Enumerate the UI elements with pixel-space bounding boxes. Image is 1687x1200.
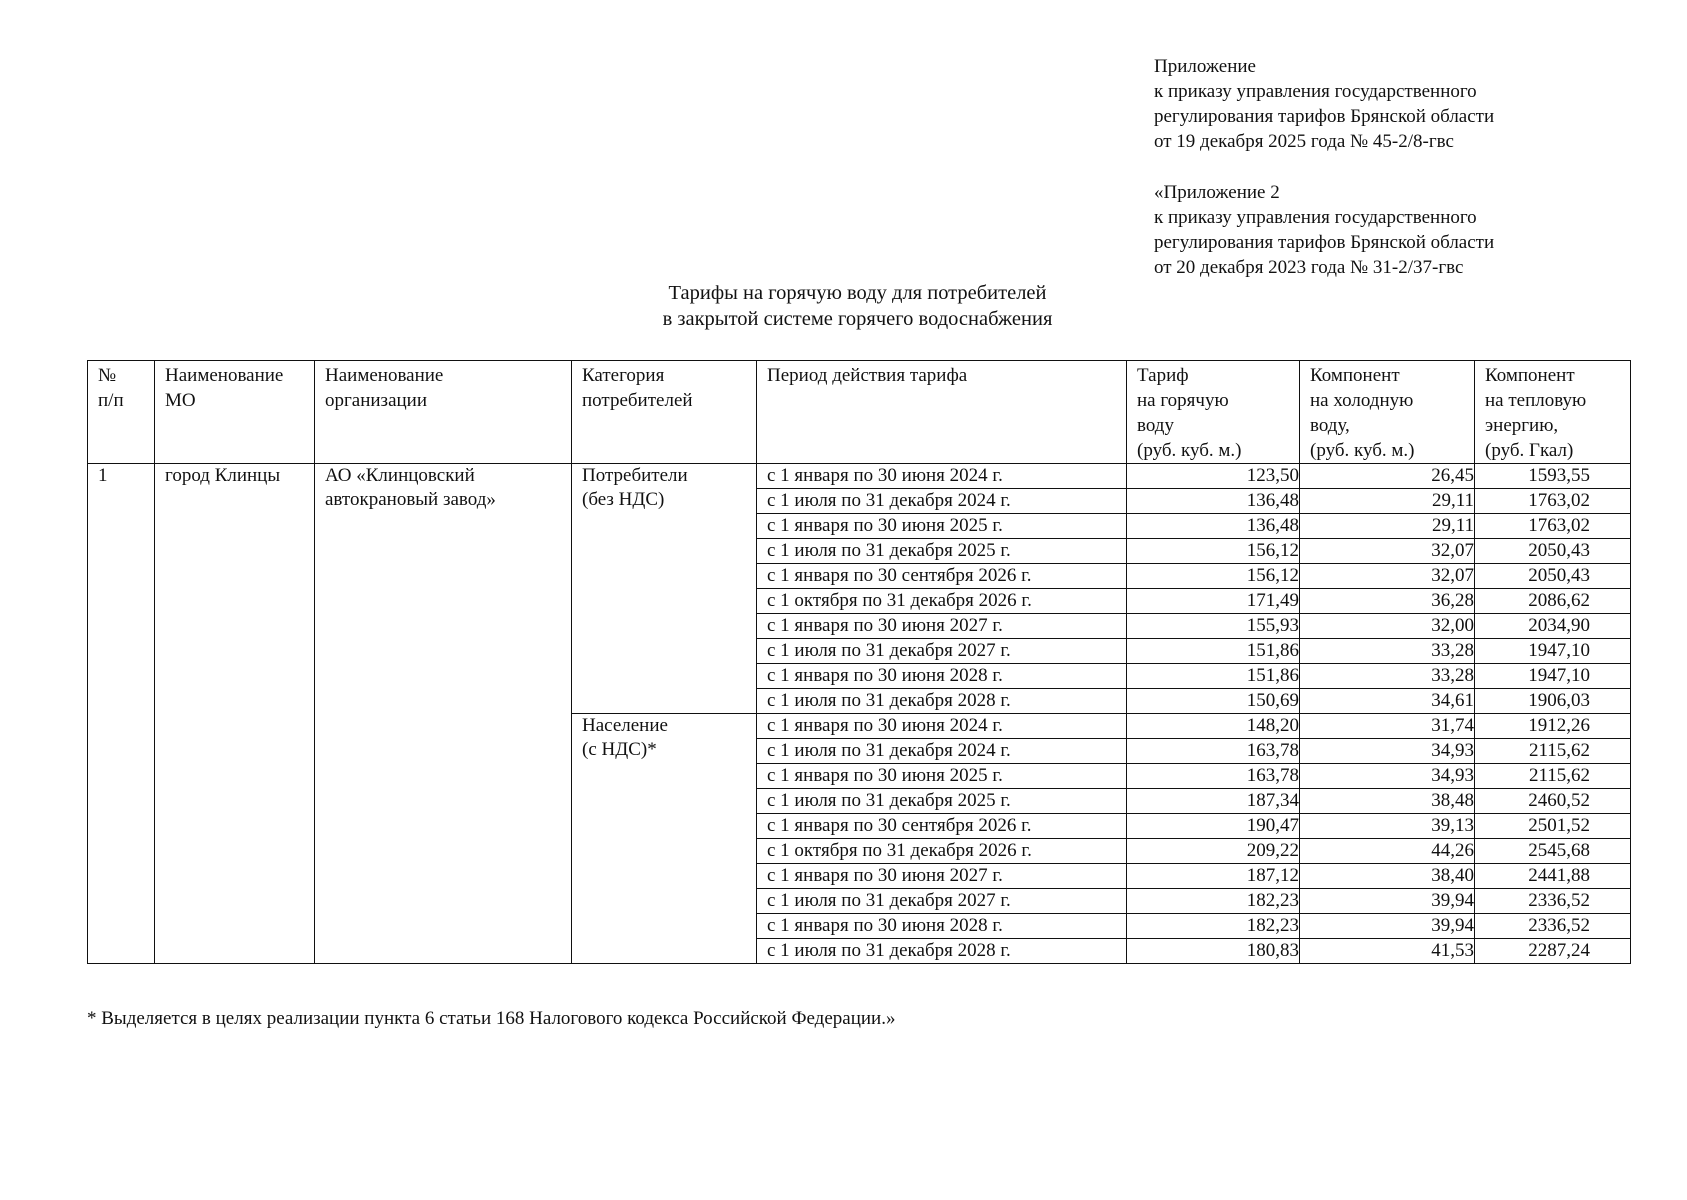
tariff-cell: 150,69 [1127, 689, 1300, 714]
header-line: (руб. куб. м.) [1137, 440, 1242, 461]
appendix-header [1154, 54, 1494, 154]
organization-line: автокрановый завод» [325, 489, 496, 510]
header-category [572, 361, 757, 464]
header-line: МО [165, 390, 196, 411]
footnote: * Выделяется в целях реализации пункта 6 статьи 168 Налогового кодекса Российской Федерации.» [87, 1008, 896, 1029]
header-line: организации [325, 390, 428, 411]
cold-component-cell: 38,40 [1300, 864, 1475, 889]
period-cell: с 1 июля по 31 декабря 2028 г. [757, 689, 1127, 714]
period-cell: с 1 июля по 31 декабря 2025 г. [757, 789, 1127, 814]
heat-component-cell: 1763,02 [1475, 514, 1631, 539]
tariff-cell: 155,93 [1127, 614, 1300, 639]
period-cell: с 1 июля по 31 декабря 2025 г. [757, 539, 1127, 564]
category-line: (без НДС) [582, 489, 665, 510]
category-line: (с НДС)* [582, 739, 657, 760]
period-cell: с 1 января по 30 июня 2024 г. [757, 714, 1127, 739]
appendix2-header-line: от 20 декабря 2023 года № 31-2/37-гвс [1154, 257, 1464, 278]
organization-cell [315, 464, 572, 964]
tariff-cell: 190,47 [1127, 814, 1300, 839]
tariff-cell: 151,86 [1127, 639, 1300, 664]
document-title [0, 280, 1687, 332]
heat-component-cell: 1947,10 [1475, 664, 1631, 689]
heat-component-cell: 2115,62 [1475, 739, 1631, 764]
header-line: Компонент [1310, 365, 1400, 386]
tariff-cell: 123,50 [1127, 464, 1300, 489]
period-cell: с 1 июля по 31 декабря 2027 г. [757, 889, 1127, 914]
row-number-cell: 1 [88, 464, 155, 964]
heat-component-cell: 2034,90 [1475, 614, 1631, 639]
period-cell: с 1 января по 30 июня 2028 г. [757, 914, 1127, 939]
heat-component-cell: 2050,43 [1475, 564, 1631, 589]
cold-component-cell: 34,61 [1300, 689, 1475, 714]
header-num [88, 361, 155, 464]
category-cell [572, 714, 757, 964]
tariff-cell: 171,49 [1127, 589, 1300, 614]
header-line: (руб. куб. м.) [1310, 440, 1415, 461]
header-line: Наименование [325, 365, 444, 386]
category-line: Потребители [582, 465, 688, 486]
header-line: Период действия тарифа [767, 365, 968, 386]
tariff-cell: 182,23 [1127, 889, 1300, 914]
appendix-header-line: к приказу управления государственного [1154, 81, 1477, 102]
cold-component-cell: 39,13 [1300, 814, 1475, 839]
title-line-1: Тарифы на горячую воду для потребителей [668, 282, 1047, 304]
header-mo [155, 361, 315, 464]
period-cell: с 1 июля по 31 декабря 2028 г. [757, 939, 1127, 964]
cold-component-cell: 31,74 [1300, 714, 1475, 739]
heat-component-cell: 1947,10 [1475, 639, 1631, 664]
table-row [88, 464, 1631, 489]
period-cell: с 1 января по 30 сентября 2026 г. [757, 814, 1127, 839]
category-line: Население [582, 715, 668, 736]
tariff-cell: 187,12 [1127, 864, 1300, 889]
heat-component-cell: 2460,52 [1475, 789, 1631, 814]
header-cold-component [1300, 361, 1475, 464]
tariff-cell: 163,78 [1127, 739, 1300, 764]
organization-line: АО «Клинцовский [325, 465, 475, 486]
period-cell: с 1 июля по 31 декабря 2027 г. [757, 639, 1127, 664]
header-line: № [98, 365, 117, 386]
header-line: Тариф [1137, 365, 1189, 386]
heat-component-cell: 1763,02 [1475, 489, 1631, 514]
tariff-cell: 187,34 [1127, 789, 1300, 814]
header-period [757, 361, 1127, 464]
cold-component-cell: 34,93 [1300, 764, 1475, 789]
cold-component-cell: 38,48 [1300, 789, 1475, 814]
cold-component-cell: 39,94 [1300, 914, 1475, 939]
appendix2-header [1154, 180, 1494, 280]
heat-component-cell: 2050,43 [1475, 539, 1631, 564]
heat-component-cell: 1912,26 [1475, 714, 1631, 739]
tariff-cell: 156,12 [1127, 564, 1300, 589]
heat-component-cell: 2441,88 [1475, 864, 1631, 889]
mo-cell: город Клинцы [155, 464, 315, 964]
cold-component-cell: 26,45 [1300, 464, 1475, 489]
period-cell: с 1 января по 30 сентября 2026 г. [757, 564, 1127, 589]
appendix-header-line: регулирования тарифов Брянской области [1154, 106, 1495, 127]
tariff-cell: 180,83 [1127, 939, 1300, 964]
cold-component-cell: 32,07 [1300, 564, 1475, 589]
header-line: на холодную [1310, 390, 1414, 411]
appendix2-header-line: к приказу управления государственного [1154, 207, 1477, 228]
period-cell: с 1 октября по 31 декабря 2026 г. [757, 589, 1127, 614]
category-cell [572, 464, 757, 714]
period-cell: с 1 января по 30 июня 2027 г. [757, 614, 1127, 639]
cold-component-cell: 29,11 [1300, 489, 1475, 514]
cold-component-cell: 34,93 [1300, 739, 1475, 764]
period-cell: с 1 июля по 31 декабря 2024 г. [757, 739, 1127, 764]
tariff-cell: 209,22 [1127, 839, 1300, 864]
tariff-table [87, 360, 1631, 964]
header-line: потребителей [582, 390, 693, 411]
cold-component-cell: 44,26 [1300, 839, 1475, 864]
appendix-header-line: Приложение [1154, 56, 1256, 77]
heat-component-cell: 2501,52 [1475, 814, 1631, 839]
heat-component-cell: 1906,03 [1475, 689, 1631, 714]
header-line: п/п [98, 390, 124, 411]
header-org [315, 361, 572, 464]
tariff-cell: 163,78 [1127, 764, 1300, 789]
header-line: энергию, [1485, 415, 1559, 436]
tariff-cell: 156,12 [1127, 539, 1300, 564]
header-tariff [1127, 361, 1300, 464]
header-line: воду [1137, 415, 1174, 436]
cold-component-cell: 32,00 [1300, 614, 1475, 639]
heat-component-cell: 2336,52 [1475, 889, 1631, 914]
header-line: Категория [582, 365, 665, 386]
period-cell: с 1 октября по 31 декабря 2026 г. [757, 839, 1127, 864]
heat-component-cell: 2115,62 [1475, 764, 1631, 789]
table-body [88, 464, 1631, 964]
header-line: воду, [1310, 415, 1350, 436]
period-cell: с 1 января по 30 июня 2028 г. [757, 664, 1127, 689]
cold-component-cell: 29,11 [1300, 514, 1475, 539]
tariff-cell: 182,23 [1127, 914, 1300, 939]
appendix2-header-line: регулирования тарифов Брянской области [1154, 232, 1495, 253]
cold-component-cell: 39,94 [1300, 889, 1475, 914]
tariff-cell: 136,48 [1127, 489, 1300, 514]
appendix-header-line: от 19 декабря 2025 года № 45-2/8-гвс [1154, 131, 1454, 152]
header-line: на горячую [1137, 390, 1229, 411]
period-cell: с 1 января по 30 июня 2025 г. [757, 514, 1127, 539]
tariff-cell: 148,20 [1127, 714, 1300, 739]
heat-component-cell: 2086,62 [1475, 589, 1631, 614]
appendix2-header-line: «Приложение 2 [1154, 182, 1280, 203]
cold-component-cell: 36,28 [1300, 589, 1475, 614]
heat-component-cell: 2336,52 [1475, 914, 1631, 939]
heat-component-cell: 1593,55 [1475, 464, 1631, 489]
header-line: Наименование [165, 365, 284, 386]
period-cell: с 1 июля по 31 декабря 2024 г. [757, 489, 1127, 514]
header-heat-component [1475, 361, 1631, 464]
period-cell: с 1 января по 30 июня 2027 г. [757, 864, 1127, 889]
cold-component-cell: 41,53 [1300, 939, 1475, 964]
heat-component-cell: 2287,24 [1475, 939, 1631, 964]
cold-component-cell: 32,07 [1300, 539, 1475, 564]
heat-component-cell: 2545,68 [1475, 839, 1631, 864]
table-header-row [88, 361, 1631, 464]
title-line-2: в закрытой системе горячего водоснабжения [662, 308, 1053, 330]
header-line: (руб. Гкал) [1485, 440, 1574, 461]
header-line: Компонент [1485, 365, 1575, 386]
cold-component-cell: 33,28 [1300, 664, 1475, 689]
header-line: на тепловую [1485, 390, 1587, 411]
period-cell: с 1 января по 30 июня 2024 г. [757, 464, 1127, 489]
period-cell: с 1 января по 30 июня 2025 г. [757, 764, 1127, 789]
tariff-cell: 151,86 [1127, 664, 1300, 689]
cold-component-cell: 33,28 [1300, 639, 1475, 664]
tariff-cell: 136,48 [1127, 514, 1300, 539]
